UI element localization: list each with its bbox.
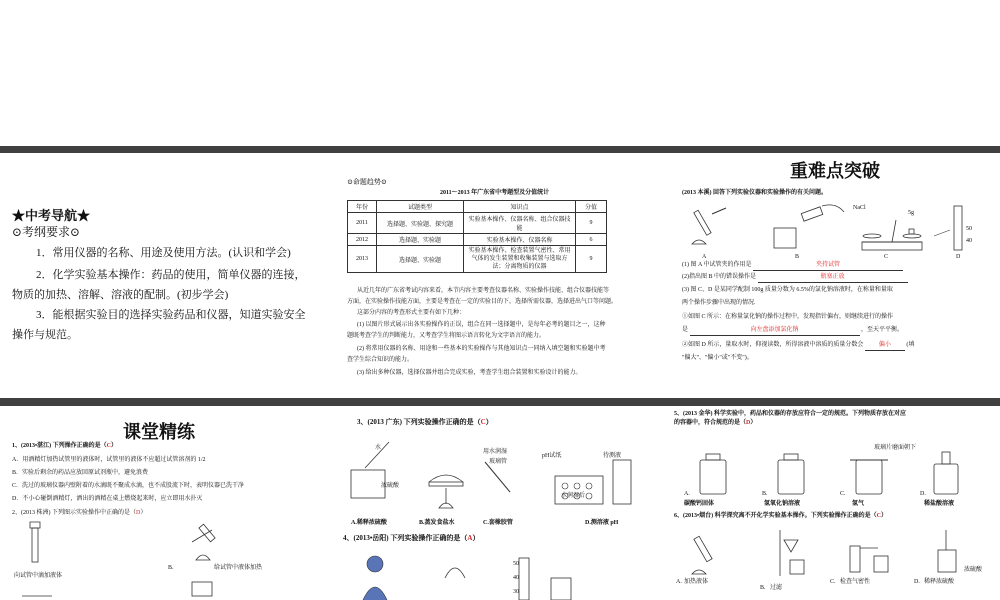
- pic-label-acid: 浓硫酸: [381, 483, 400, 489]
- cell: 选择题、实验题、探究题: [377, 213, 464, 234]
- slide3-question: (2013 本溪) 回答下列实验仪器和实验操作的有关问题。: [682, 190, 827, 196]
- slide3-title: 重难点突破: [790, 161, 880, 181]
- q1-option-c: C．洗过的玻璃仪器内壁附着的水滴既不聚成水滴，也不成股流下时，表明仪器已洗干净: [12, 483, 245, 489]
- q1-option-a: A．用酒精灯加热试管里的液体时，试管里的液体不应超过试管溶剂的 1/2: [12, 457, 206, 463]
- q2-caption-b: 给试管中液体加热: [214, 565, 263, 571]
- q4-stem: [343, 534, 479, 543]
- para-line-3: 这部分内容的考查形式主要有如下几种：: [357, 310, 466, 316]
- q4-answer: A: [467, 534, 473, 542]
- pic-label-tube: 玻璃管: [489, 459, 508, 465]
- trend-heading: ⊙命题趋势⊙: [347, 178, 387, 186]
- answer-2: 瓶塞正放: [758, 273, 908, 283]
- q6-stem-text: 6、(2013•烟台) 科学探究离不开化学实验基本操作。下列实验操作正确的是（: [674, 513, 877, 519]
- q2-line: [682, 273, 908, 283]
- col-score: 分值: [576, 201, 607, 213]
- slide-6[interactable]: [670, 406, 1000, 600]
- q5-stem-2-text: 的容器中，符合规范的是（: [674, 420, 747, 426]
- cell: 2013: [348, 246, 377, 273]
- para-line-2: 方面，在实验操作技能方面，主要是考查在一定的实验目的下，选择所需仪器，选择进出气口等问题。: [347, 299, 618, 305]
- q1-answer: C: [106, 443, 111, 449]
- pic-label-sample: 待测液: [603, 453, 622, 459]
- pic-letter-a: A.: [676, 579, 682, 585]
- bottle-letter-a: A.: [684, 491, 690, 497]
- q4-figures: [355, 548, 655, 600]
- para-line-6: (2) 将常用仪器的名称、用途和一些基本的实验操作与其他知识点一同纳入填空题和实验题中考: [357, 346, 606, 352]
- syllabus-item-2: 2．化学实验基本操作：药品的使用，简单仪器的连接，: [36, 269, 306, 281]
- q3-sub1: ①如图 C 所示：在称量氯化钠的操作过程中，发现指针偏右，则继续进行的操作: [682, 314, 894, 320]
- answer-1: 夹持试管: [753, 261, 903, 271]
- q1-option-d: D．不小心碰倒酒精灯，洒出的酒精在桌上燃烧起来时，应立即用水扑灭: [12, 496, 203, 502]
- syllabus-item-3: 3．能根据实验目的选择实验药品和仪器，知道实验安全: [36, 309, 306, 321]
- bottle-d: 稀盐酸溶液: [924, 501, 955, 507]
- q6-figures: [680, 526, 990, 578]
- q4-scale-40: 40: [513, 575, 519, 581]
- top-band: [0, 146, 1000, 153]
- q2-stem-text: 2、(2013 株洲) 下列图示实验操作中正确的是（: [12, 510, 136, 516]
- slide-4[interactable]: [0, 406, 330, 600]
- pic-letter-d: D.: [914, 579, 920, 585]
- apparatus-figure: [682, 200, 982, 258]
- cell: 实验基本操作、仪器名称、组合仪器技能: [464, 213, 576, 234]
- q5-stem-end: ）: [750, 420, 757, 426]
- cell: 2012: [348, 234, 377, 246]
- cell: 选择题、实验题: [377, 234, 464, 246]
- q3-sub1-answer-line: [682, 326, 903, 336]
- q3-answer: C: [480, 418, 486, 426]
- bottle-c: 氢气: [852, 501, 865, 507]
- q3-caption-b: B.蒸发食盐水: [419, 520, 455, 526]
- answer-4: 偏小: [865, 341, 905, 351]
- slide-3[interactable]: [670, 153, 1000, 398]
- slide4-title: 课堂精练: [123, 422, 195, 442]
- pic-letter-b: B.: [760, 585, 766, 591]
- para-line-8: (3) 给出多种仪器，选择仪器并组合完成实验，考查学生组合装置和实验设计的能力。: [357, 370, 582, 376]
- bottle-b: 氢氧化钠溶液: [764, 501, 801, 507]
- bottle-a: 碳酸钙固体: [684, 501, 715, 507]
- para-line-7: 查学生综合知识的能力。: [347, 357, 414, 363]
- q1-option-b: B．实验后剩余的药品应放回原试剂瓶中，避免浪费: [12, 470, 149, 476]
- syllabus-heading: ⊙考纲要求⊙: [12, 225, 81, 239]
- nacl-label: NaCl: [853, 205, 866, 211]
- q5-stem-2: [674, 419, 756, 428]
- q3-sub1-suffix: ，至天平平衡。: [861, 327, 904, 333]
- q3-sub2-line: [682, 341, 914, 351]
- q3-figures: [345, 432, 655, 512]
- q1-stem: [12, 442, 117, 451]
- q3-sub2-options: "偏大"、"偏小"或"不变")。: [682, 355, 753, 361]
- q4-stem-end: ）: [472, 534, 480, 542]
- cell: 2011: [348, 213, 377, 234]
- para-line-1: 从近几年的广东省考试内容来看，本节内容主要考查仪器名称、实验操作技能、组合仪器技能等: [357, 288, 610, 294]
- acid-label: 浓硫酸: [964, 567, 983, 573]
- pic-letter-c: C.: [830, 579, 836, 585]
- bottle-letter-d: D.: [920, 491, 926, 497]
- table-title: 2011～2013 年广东省中考题型及分值统计: [440, 190, 550, 196]
- q6-stem: [674, 512, 887, 521]
- q3-caption-a: A.稀释浓硫酸: [351, 520, 387, 526]
- label-b: B: [795, 254, 800, 260]
- q1-stem-end: ）: [110, 443, 117, 449]
- q6-stem-end: ）: [880, 513, 887, 519]
- q1-text: (1) 图 A 中试管夹的作用是: [682, 262, 752, 268]
- syllabus-item-1: 1．常用仪器的名称、用途及使用方法。(认识和学会): [36, 247, 291, 259]
- q2-answer: D: [136, 510, 141, 516]
- q3-stem-end: ）: [485, 418, 493, 426]
- q4-scale-30: 30: [513, 589, 519, 595]
- q3-caption-d: D.测溶液 pH: [585, 520, 619, 526]
- q6-answer: C: [876, 513, 881, 519]
- q2-caption-a: 向试管中滴加液体: [14, 573, 63, 579]
- syllabus-item-3-cont: 操作与规范。: [12, 329, 78, 341]
- q1-stem-text: 1、(2013•湛江) 下列操作正确的是（: [12, 443, 107, 449]
- weight-label: 5g: [908, 210, 914, 216]
- q2-stem-end: ）: [140, 510, 147, 516]
- table-row: [348, 213, 607, 234]
- pic-b: 过滤: [770, 585, 783, 591]
- label-c: C: [884, 254, 889, 260]
- q3-line-1: (3) 图 C、D 是某同学配制 100g 质量分数为 6.5%的氯化钠溶液时，在称量和量取: [682, 287, 893, 293]
- q5-stem-1: 5、(2013 金华) 科学实验中，药品和仪器的存放应符合一定的规范。下列物质存放在对应: [674, 411, 906, 417]
- label-a: A: [702, 254, 707, 260]
- pic-label-wet-after: 水润湿后: [561, 493, 586, 499]
- slide-2[interactable]: [335, 153, 665, 398]
- label-d: D: [956, 254, 961, 260]
- cell: 选择题、实验题: [377, 246, 464, 273]
- q3-sub2-text: ②如图 D 所示，量取水时，仰视读数，所得溶液中溶质的质量分数会: [682, 342, 864, 348]
- cell: 9: [576, 213, 607, 234]
- para-line-4: (1) 以图片形式展示出各实验操作的正误，组合在同一选择题中，是每年必考的题目之一，这种: [357, 322, 606, 328]
- middle-band: [0, 398, 1000, 406]
- col-type: 试题类型: [377, 201, 464, 213]
- cell: 实验基本操作、仪器名称: [464, 234, 576, 246]
- q3-caption-c: C.套橡胶管: [483, 520, 513, 526]
- nav-heading: ★中考导航★: [12, 208, 91, 223]
- pic-label-ph: pH试纸: [542, 453, 562, 459]
- slide-5[interactable]: [335, 406, 665, 600]
- q1-line: [682, 261, 903, 271]
- bottle-letter-b: B.: [762, 491, 768, 497]
- scale-50: 50: [966, 226, 972, 232]
- q2-text: (2)指出图 B 中的错误操作是: [682, 274, 756, 280]
- cell: 9: [576, 246, 607, 273]
- q3-line-2: 两个操作步骤中出现的情况.: [682, 300, 756, 306]
- answer-3: 向左盘添加氯化钠: [690, 326, 860, 336]
- para-line-5: 题既考查学生的判断能力，又考查学生将图示语言转化为文字语言的能力。: [347, 333, 546, 339]
- slide-1[interactable]: [0, 153, 330, 398]
- table-row: [348, 246, 607, 273]
- scale-40: 40: [966, 238, 972, 244]
- bottle-letter-c: C.: [840, 491, 846, 497]
- syllabus-item-2-cont: 物质的加热、溶解、溶液的配制。(初步学会): [12, 289, 229, 301]
- q2-stem: [12, 509, 146, 518]
- cell: 实验基本操作、检查装置气密性、常用气体的发生装置和收集装置与选取方法；分离物质的仪器: [464, 246, 576, 273]
- q3-sub1-prefix: 是: [682, 327, 689, 333]
- q5-answer: D: [746, 420, 751, 426]
- pic-label-water: 水: [375, 445, 382, 451]
- cell: 6: [576, 234, 607, 246]
- q3-stem: [357, 418, 493, 427]
- col-year: 年份: [348, 201, 377, 213]
- pic-a: 加热液体: [684, 579, 709, 585]
- pic-c: 检查气密性: [840, 579, 871, 585]
- q2-caption-b-letter: B.: [168, 565, 174, 571]
- score-table: [347, 200, 607, 273]
- q4-stem-text: 4、(2013•岳阳) 下列实验操作正确的是（: [343, 534, 468, 542]
- pic-label-wet: 用水润湿: [483, 449, 508, 455]
- q2-figures: [12, 520, 312, 600]
- q4-scale-50: 50: [513, 561, 519, 567]
- pic-d: 稀释浓硫酸: [924, 579, 955, 585]
- q3-sub2-fill: (填: [906, 342, 915, 348]
- col-knowledge: 知识点: [464, 201, 576, 213]
- q5-top-label: 玻璃片磨面朝下: [874, 445, 917, 451]
- table-row: [348, 234, 607, 246]
- q3-stem-text: 3、(2013 广东) 下列实验操作正确的是（: [357, 418, 481, 426]
